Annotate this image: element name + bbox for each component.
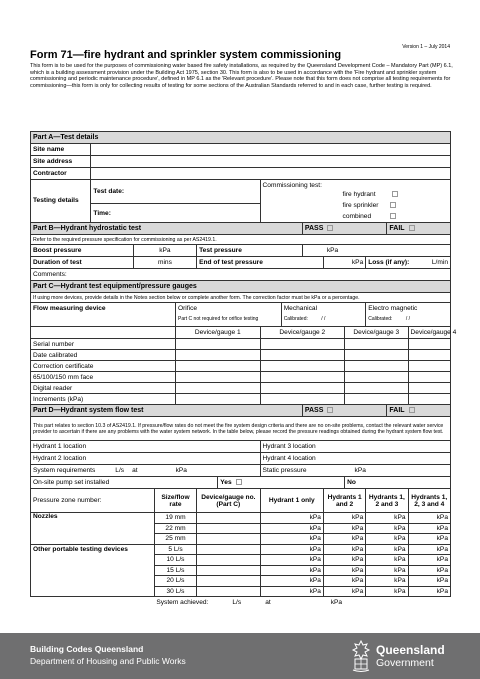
duration-label: Duration of test <box>31 257 134 269</box>
table-row: Serial number <box>31 339 451 350</box>
table-row: 15 L/s kPa kPa kPa kPa <box>31 565 451 576</box>
duration-row <box>31 257 451 269</box>
option-fire-sprinkler[interactable]: fire sprinkler <box>343 200 448 211</box>
part-d-pass[interactable]: PASS <box>302 405 387 417</box>
site-name-label: Site name <box>31 144 91 156</box>
other-devices-label: Other portable testing devices <box>31 544 155 597</box>
footer-logo-queensland: Queensland <box>376 643 445 657</box>
site-name-row <box>31 144 451 156</box>
queensland-crest-icon <box>350 639 372 673</box>
hydrant-3-location[interactable]: Hydrant 3 location <box>260 441 450 453</box>
part-d-header: Part D—Hydrant system flow test <box>31 405 303 417</box>
part-b-header: Part B—Hydrant hydrostatic test <box>31 223 303 235</box>
part-a-header-row <box>31 132 451 144</box>
gauge-header-blank <box>31 327 176 339</box>
table-row: Nozzles 19 mm kPa kPa kPa kPa <box>31 513 451 524</box>
combined-checkbox[interactable] <box>390 213 396 219</box>
part-a-header: Part A—Test details <box>31 132 451 144</box>
footer-agency: Building Codes Queensland <box>30 644 144 654</box>
mechanical-option[interactable]: Mechanical Calibrated: / / <box>281 303 366 327</box>
part-d-note: This part relates to section 10.3 of AS2419.1. If pressure/flow rates do not meet the fire system design criteria and there are no on-site problems, contact the relevant water service provider to ascertain if there are any problems with the water system network. In the table below, please record the pressure readings obtained during the hydrant system flow test. <box>31 417 451 441</box>
orifice-option[interactable]: Orifice Part C not required for orifice testing <box>175 303 281 327</box>
electro-magnetic-option[interactable]: Electro magnetic Calibrated: / / <box>366 303 451 327</box>
table-row: Correction certificate <box>31 361 451 372</box>
part-d-header-row <box>31 405 451 417</box>
part-b-pass[interactable]: PASS <box>302 223 387 235</box>
part-b-note: Refer to the required pressure specification for commissioning as per AS2419.1. <box>31 235 451 245</box>
site-name-field[interactable] <box>91 144 451 156</box>
pump-yes-checkbox[interactable] <box>236 479 242 485</box>
gauge-3-header: Device/gauge 3 <box>345 327 408 339</box>
static-pressure-field[interactable]: Static pressure kPa <box>260 465 450 477</box>
commissioning-options <box>263 189 448 222</box>
contractor-field[interactable] <box>91 168 451 180</box>
test-date-field[interactable] <box>91 180 260 204</box>
loss-label: Loss (if any): <box>368 259 410 266</box>
test-pressure-field[interactable]: kPa <box>302 245 450 257</box>
page-title: Form 71—fire hydrant and sprinkler system commissioning <box>30 49 342 61</box>
pressure-zone-label: Pressure zone number: <box>31 489 155 513</box>
system-achieved-field[interactable]: System achieved: L/s at kPa <box>156 598 343 606</box>
comments-label: Comments: <box>33 271 67 278</box>
part-b-fail-checkbox[interactable] <box>409 225 415 231</box>
hydrant-location-row-2 <box>31 453 451 465</box>
system-achieved-row <box>31 597 451 608</box>
part-b-note-row <box>31 235 451 245</box>
hydrant-4-location[interactable]: Hydrant 4 location <box>260 453 450 465</box>
table-row: Other portable testing devices 5 L/s kPa kPa kPa kPa <box>31 544 451 555</box>
hydrant-2-location[interactable]: Hydrant 2 location <box>31 453 261 465</box>
contractor-row <box>31 168 451 180</box>
part-c-note: If using more devices, provide details in the Notes section below or complete another form. The correction factor must be kPa or a percentage. <box>31 293 451 303</box>
boost-pressure-label: Boost pressure <box>31 245 134 257</box>
loss-field[interactable]: Loss (if any): L/min <box>366 257 451 269</box>
site-address-row <box>31 156 451 168</box>
table-row: 20 L/s kPa kPa kPa kPa <box>31 576 451 587</box>
onsite-pump-label: On-site pump set installed <box>31 477 218 489</box>
system-achieved-label: System achieved: <box>156 598 209 606</box>
table-row: 65/100/150 mm face <box>31 372 451 383</box>
flow-test-header-row: Pressure zone number: Size/flow rate Device/gauge no. (Part C) Hydrant 1 only Hydrants 1 and 2 Hydrants 1, 2 and 3 Hydrants 1, 2, 3 and 4 <box>31 489 451 513</box>
test-date-label: Test date: <box>93 188 125 196</box>
part-d-pass-checkbox[interactable] <box>327 407 333 413</box>
footer-logo-government: Government <box>376 657 434 669</box>
site-address-field[interactable] <box>91 156 451 168</box>
part-d-fail-checkbox[interactable] <box>409 407 415 413</box>
pump-no-option[interactable]: No <box>345 477 451 489</box>
part-b-fail[interactable]: FAIL <box>387 223 451 235</box>
hydrant-location-row-1 <box>31 441 451 453</box>
part-b-header-row <box>31 223 451 235</box>
commissioning-test-cell <box>260 180 450 223</box>
nozzles-label: Nozzles <box>31 513 155 545</box>
test-pressure-label: Test pressure <box>197 245 303 257</box>
table-row: 10 L/s kPa kPa kPa kPa <box>31 555 451 566</box>
end-pressure-label: End of test pressure <box>197 257 324 269</box>
comments-row <box>31 269 451 281</box>
table-row: Date calibrated <box>31 350 451 361</box>
orifice-note: Part C not required for orifice testing <box>177 316 259 322</box>
time-field[interactable] <box>91 204 260 223</box>
time-label: Time: <box>93 209 111 217</box>
footer-department: Department of Housing and Public Works <box>30 656 186 666</box>
fire-sprinkler-checkbox[interactable] <box>390 202 396 208</box>
option-combined[interactable]: combined <box>343 211 448 222</box>
site-address-label: Site address <box>31 156 91 168</box>
pump-yes-option[interactable]: Yes <box>218 477 345 489</box>
flow-device-row <box>31 303 451 327</box>
part-d-fail[interactable]: FAIL <box>387 405 451 417</box>
table-row: Digital reader <box>31 383 451 394</box>
form-table <box>30 131 457 608</box>
gauge-header-row <box>31 327 451 339</box>
onsite-pump-row <box>31 477 451 489</box>
version-label: Version 1 – July 2014 <box>402 44 450 50</box>
part-c-note-row <box>31 293 451 303</box>
boost-pressure-row <box>31 245 451 257</box>
gauge-2-header: Device/gauge 2 <box>260 327 345 339</box>
comments-field[interactable] <box>31 269 451 281</box>
testing-details-row <box>31 180 451 204</box>
duration-field[interactable]: mins <box>133 257 196 269</box>
footer-bar <box>0 633 480 679</box>
intro-paragraph: This form is to be used for the purposes of commissioning water based fire safety installations, as required by the Queensland Development Code – Mandatory Part (MP) 6.1, which is a building assessment provision under the Building Act 1975, section 30. This form is also to be used in accordance with the 'Fire hydrant and sprinkler system commissioning and periodic maintenance procedure', defined in MP 6.1 as the 'Relevant procedure'. Please note that this form does not comprise all testing requirements for commissioning—this form is only for collecting results of testing for some sections of the Australian Standards referred to and in each case, further testing is required. <box>30 63 453 89</box>
system-requirements-label: System requirements <box>33 467 96 474</box>
boost-pressure-field[interactable]: kPa <box>133 245 196 257</box>
part-d-note-row <box>31 417 451 441</box>
hydrant-1-location[interactable]: Hydrant 1 location <box>31 441 261 453</box>
table-row: Increments (kPa) <box>31 394 451 405</box>
end-pressure-field[interactable]: kPa <box>323 257 365 269</box>
part-c-header: Part C—Hydrant test equipment/pressure gauges <box>31 281 451 293</box>
part-c-header-row <box>31 281 451 293</box>
part-b-pass-checkbox[interactable] <box>327 225 333 231</box>
commissioning-test-label: Commissioning test: <box>262 182 322 189</box>
testing-details-label: Testing details <box>31 180 91 223</box>
gauge-4-header: Device/gauge 4 <box>408 327 450 339</box>
fire-hydrant-checkbox[interactable] <box>392 191 398 197</box>
table-row: 22 mm kPa kPa kPa kPa <box>31 523 451 534</box>
contractor-label: Contractor <box>31 168 91 180</box>
gauge-1-header: Device/gauge 1 <box>175 327 260 339</box>
system-requirements-row <box>31 465 451 477</box>
flow-device-label: Flow measuring device <box>31 303 176 327</box>
system-requirements-field[interactable]: System requirements L/s at kPa <box>31 465 261 477</box>
static-pressure-label: Static pressure <box>262 467 307 474</box>
table-row: 25 mm kPa kPa kPa kPa <box>31 534 451 545</box>
table-row: 30 L/s kPa kPa kPa kPa <box>31 586 451 597</box>
option-fire-hydrant[interactable]: fire hydrant <box>343 189 448 200</box>
